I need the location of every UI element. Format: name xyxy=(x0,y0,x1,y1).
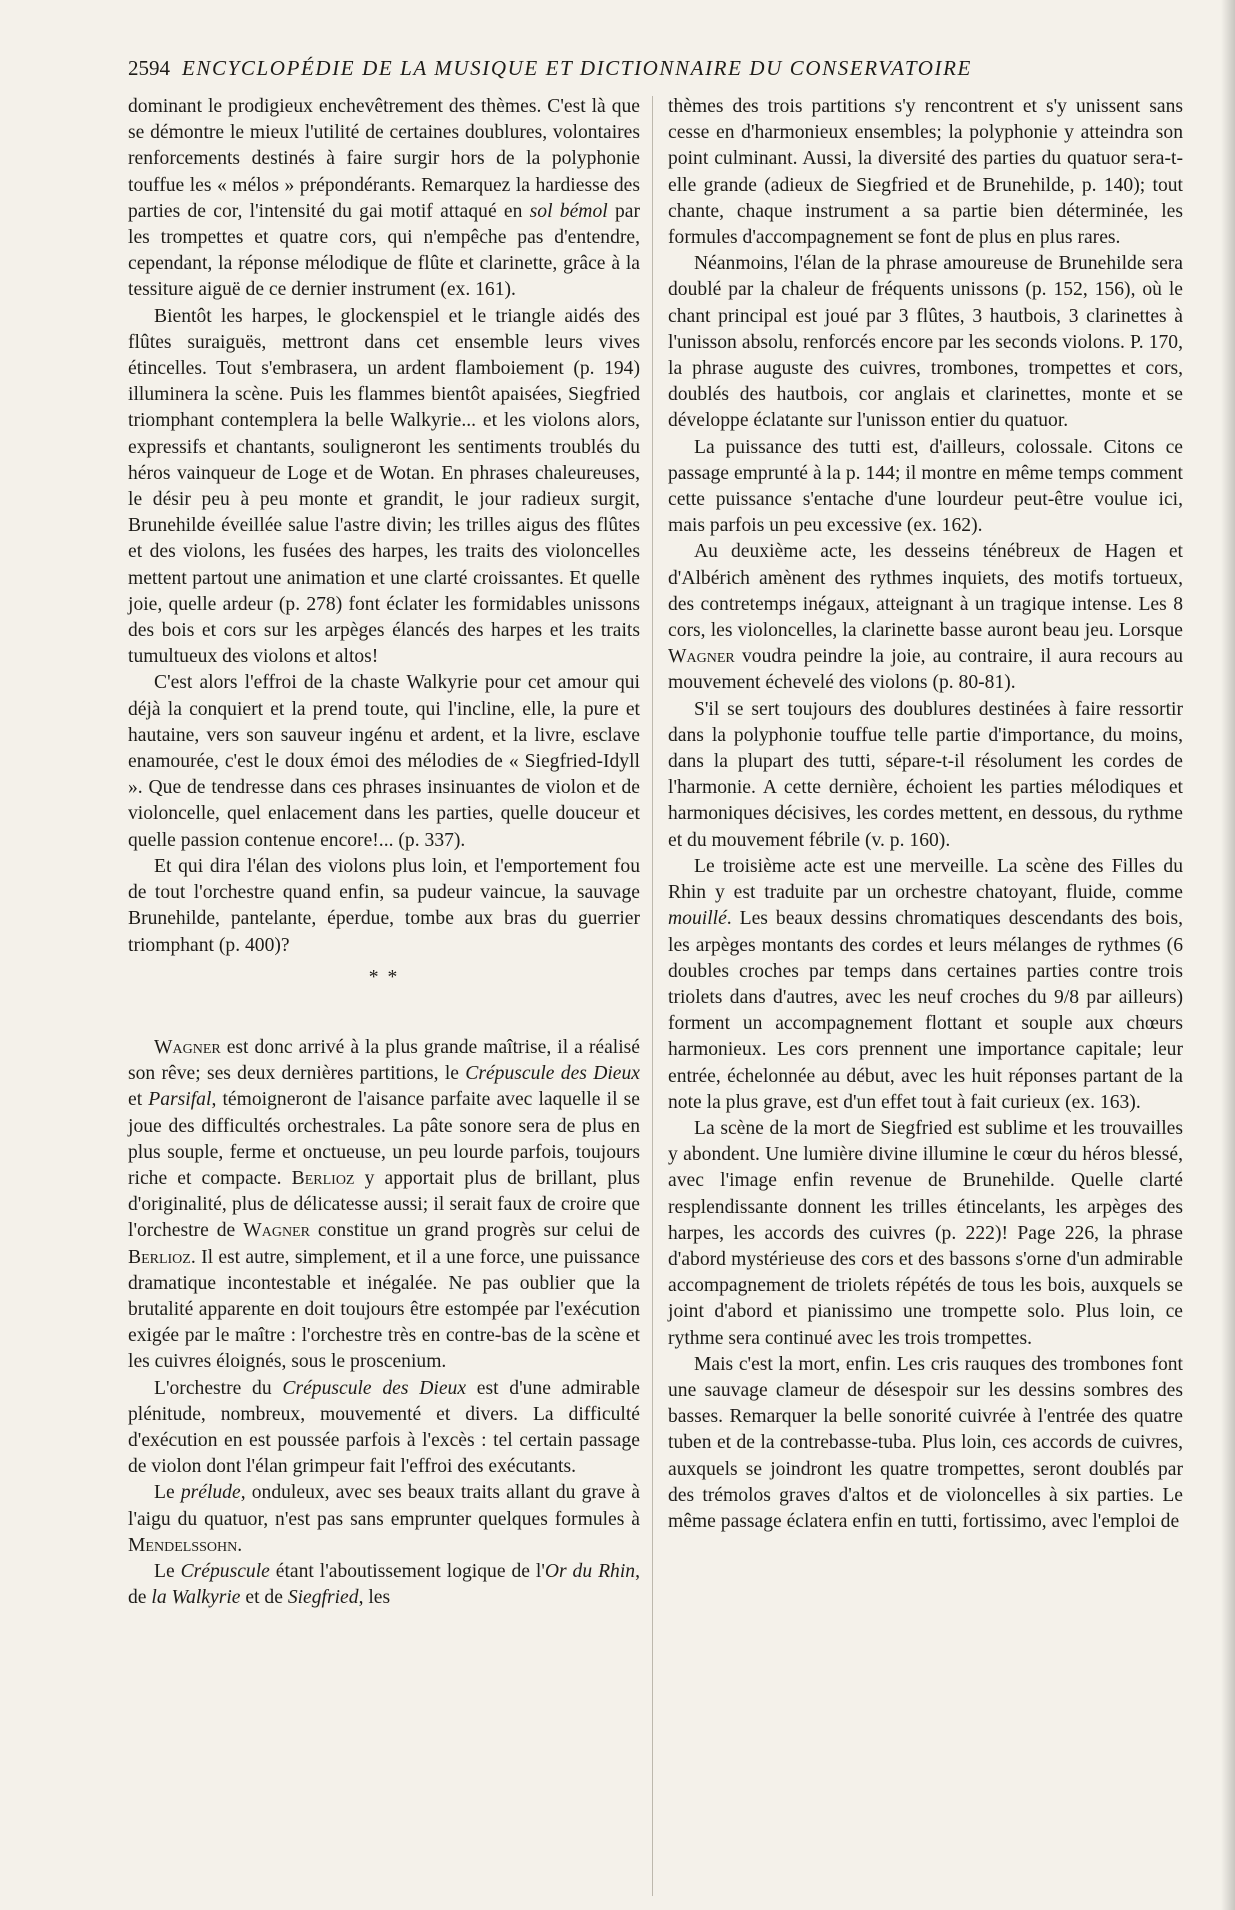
paragraph: Wagner est donc arrivé à la plus grande maîtrise, il a réalisé son rêve; ses deux dernières partitions, le Crépuscule des Dieux et Parsifal, témoigneront de l'aisance parfaite avec laquelle il se joue des difficultés orchestrales. La pâte sonore sera de plus en plus souple, ferme et onctueuse, un peu lourde parfois, toujours riche et compacte. Berlioz y apportait plus de brillant, plus d'originalité, plus de délicatesse aussi; il serait faux de croire que l'orchestre de Wagner constitue un grand progrès sur celui de Berlioz. Il est autre, simplement, et il a une force, une puissance dramatique incontestable et inégalée. Ne pas oublier que la brutalité apparente en doit toujours être estompée par l'exécution exigée par le maître : l'orchestre très en contre-bas de la scène et les cuivres éloignés, sous le proscenium. xyxy=(128,1036,641,1373)
section-ornament: * * xyxy=(368,966,400,988)
paragraph: Le prélude, onduleux, avec ses beaux traits allant du grave à l'aigu du quatuor, n'est pas sans emprunter quelques formules à Mendelssohn. xyxy=(128,1482,640,1556)
paragraph: thèmes des trois partitions s'y rencontrent et s'y unissent sans cesse en d'harmonieux ensembles; la polyphonie y atteindra son point culminant. Aussi, la diversité des parties du quatuor sera-t-elle grande (adieux de Siegfried et de Brunehilde, p. 140); tout chante, chaque instrument a sa partie bien déterminée, les formules d'accompagnement se font de plus en plus rares. xyxy=(668,96,1183,249)
paragraph: L'orchestre du Crépuscule des Dieux est d'une admirable plénitude, nombreux, mouvementé et divers. La difficulté d'exécution en est poussée parfois à l'excès : tel certain passage de violon dont l'élan grimpeur fait l'effroi des exécutants. xyxy=(128,1377,640,1478)
paragraph: Bientôt les harpes, le glockenspiel et le triangle aidés des flûtes suraiguës, mettront dans cet ensemble leurs vives étincelles. Tout s'embrasera, un ardent flamboiement (p. 194) illuminera la scène. Puis les flammes bientôt apaisées, Siegfried triomphant contemplera la belle Walkyrie... et les violons alors, expressifs et chantants, souligneront les sentiments troublés du héros vainqueur de Loge et de Wotan. En phrases chaleureuses, le désir peu à peu monte et grandit, le jour radieux surgit, Brunehilde éveillée salue l'astre divin; les trilles aigus des flûtes et des violons, les fusées des harpes, les traits des violoncelles mettent partout une animation et une clarté croissantes. Et quelle joie, quelle ardeur (p. 278) font éclater les formidables unissons des bois et cors sur les arpèges élancés des harpes et les traits tumultueux des violons et altos! xyxy=(128,305,640,668)
paragraph: Au deuxième acte, les desseins ténébreux de Hagen et d'Albérich amènent des rythmes inquiets, des motifs tortueux, des contretemps inégaux, atteignant à un tragique intense. Les 8 cors, les violoncelles, la clarinette basse auront beau jeu. Lorsque Wagner voudra peindre la joie, au contraire, il aura recours au mouvement échevelé des violons (p. 80-81). xyxy=(668,541,1183,694)
left-column xyxy=(128,94,640,1611)
paragraph: Et qui dira l'élan des violons plus loin, et l'emportement fou de tout l'orchestre quand enfin, sa pudeur vaincue, la sauvage Brunehilde, pantelante, éperdue, tombe aux bras du guerrier triomphant (p. 400)? xyxy=(128,855,640,956)
paragraph: Le Crépuscule étant l'aboutissement logique de l'Or du Rhin, de la Walkyrie et de Siegfried, les xyxy=(128,1560,640,1609)
page-number: 2594 xyxy=(128,56,170,80)
paragraph: La puissance des tutti est, d'ailleurs, colossale. Citons ce passage emprunté à la p. 144; il montre en même temps comment cette puissance s'entache d'une lourdeur peut-être voulue ici, mais parfois un peu excessive (ex. 162). xyxy=(668,436,1183,537)
paragraph: dominant le prodigieux enchevêtrement des thèmes. C'est là que se démontre le mieux l'utilité de certaines doublures, volontaires renforcements destinés à faire surgir hors de la polyphonie touffue les « mélos » prépondérants. Remarquez la hardiesse des parties de cor, l'intensité du gai motif attaqué en sol bémol par les trompettes et quatre cors, qui n'empêche pas d'entendre, cependant, la réponse mélodique de flûte et clarinette, grâce à la tessiture aiguë de ce dernier instrument (ex. 161). xyxy=(128,96,640,301)
paragraph: C'est alors l'effroi de la chaste Walkyrie pour cet amour qui déjà la conquiert et la prend toute, qui l'incline, elle, la pure et hautaine, vers son sauveur ingénu et ardent, et la livre, esclave enamourée, c'est le doux émoi des mélodies de « Siegfried-Idyll ». Que de tendresse dans ces phrases insinuantes de violon et de violoncelle, quel enlacement dans les parties, quelle douceur et quelle passion contenue encore!... (p. 337). xyxy=(128,672,640,851)
paragraph: Mais c'est la mort, enfin. Les cris rauques des trombones font une sauvage clameur de désespoir sur les dessins sombres des basses. Remarquer la belle sonorité cuivrée à l'entrée des quatre tuben et de la contrebasse-tuba. Plus loin, ces accords de cuivres, auxquels se joindront les quatre trompettes, seront doublés par des trémolos graves d'altos et de violoncelles à six parties. Le même passage éclatera enfin en tutti, fortissimo, avec l'emploi de xyxy=(668,1353,1183,1532)
running-header xyxy=(128,56,1188,81)
paragraph: Néanmoins, l'élan de la phrase amoureuse de Brunehilde sera doublé par la chaleur de fréquents unissons (p. 152, 156), où le chant principal est joué par 3 flûtes, 3 hautbois, 3 clarinettes à l'unisson absolu, renforcés encore par les seconds violons. P. 170, la phrase auguste des cuivres, trombones, trompettes et cors, doublés des hautbois, cor anglais et clarinettes, monte et se développe éclatante sur l'unisson entier du quatuor. xyxy=(668,253,1183,432)
column-divider xyxy=(652,96,653,1896)
paragraph: Le troisième acte est une merveille. La scène des Filles du Rhin y est traduite par un orchestre chatoyant, fluide, comme mouillé. Les beaux dessins chromatiques descendants des bois, les arpèges montants des cordes et leurs mélanges de rythmes (6 doubles croches par temps dans certaines parties contre trois triolets dans d'autres, avec les neuf croches du 9/8 par ailleurs) forment un accompagnement flottant et souple aux chœurs harmonieux. Les cors prennent une importance capitale; leur entrée, échelonnée au début, avec les huit réponses partant de la note la plus grave, est d'un effet tout à fait curieux (ex. 163). xyxy=(668,855,1183,1113)
paragraph: S'il se sert toujours des doublures destinées à faire ressortir dans la polyphonie touffue telle partie d'importance, du moins, dans la plupart des tutti, sépare-t-il résolument les cordes de l'harmonie. A cette dernière, échoient les parties mélodiques et harmoniques décisives, les cordes mettent, en dessous, du rythme et du mouvement fébrile (v. p. 160). xyxy=(668,698,1183,851)
right-column xyxy=(668,94,1183,1535)
page-edge-shadow xyxy=(1221,0,1235,1910)
running-title: ENCYCLOPÉDIE DE LA MUSIQUE ET DICTIONNAIRE DU CONSERVATOIRE xyxy=(182,56,972,80)
paragraph: La scène de la mort de Siegfried est sublime et les trouvailles y abondent. Une lumière divine illumine le cœur du héros blessé, avec l'image enfin revenue de Brunehilde. Quelle clarté resplendissante donnent les trilles étincelants, les arpèges des harpes, les accords des cuivres (p. 222)! Page 226, la phrase d'abord mystérieuse des cors et des bassons s'orne d'un admirable accompagnement de triolets répétés de tous les bois, auxquels se joint d'abord et pianissimo une trompette solo. Plus loin, ce rythme sera continué avec les trois trompettes. xyxy=(668,1117,1183,1349)
